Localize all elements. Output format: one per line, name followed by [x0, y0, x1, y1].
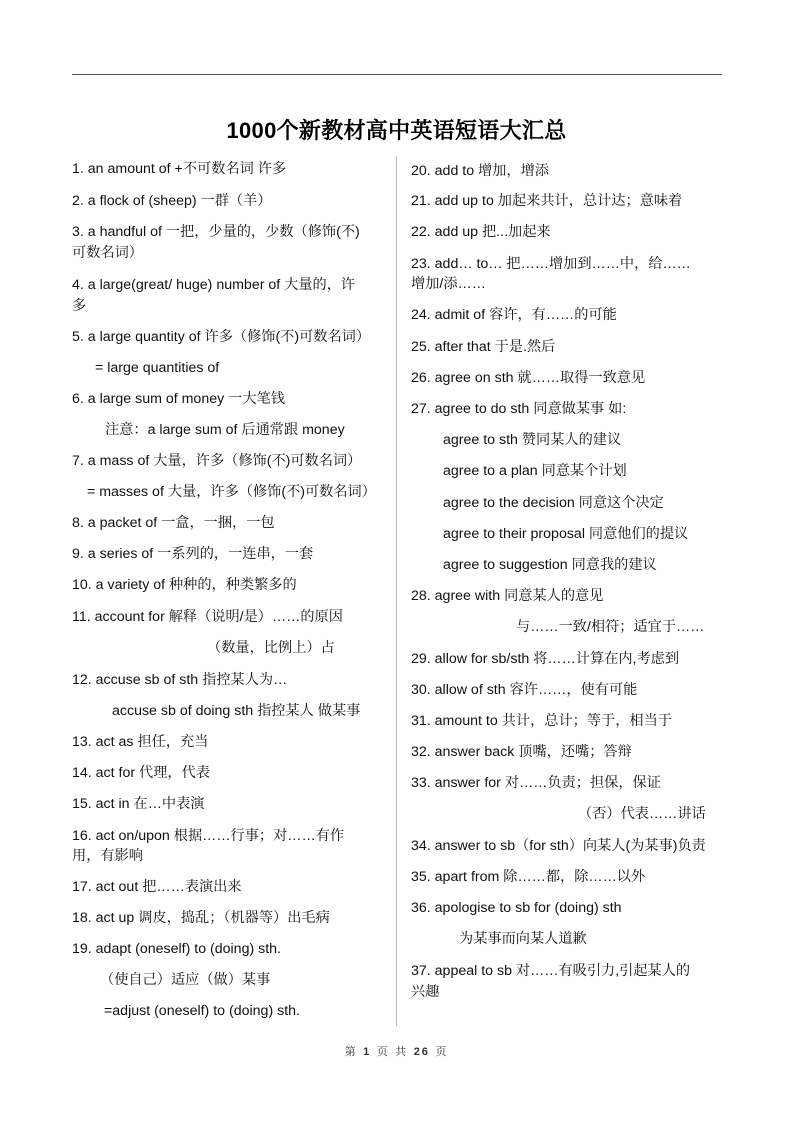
- phrase-line: 31. amount to 共计，总计；等于，相当于: [411, 713, 672, 729]
- header-rule: [72, 74, 722, 75]
- phrase-line: 7. a mass of 大量，许多（修饰(不)可数名词）: [72, 453, 362, 469]
- phrase-line: = masses of 大量，许多（修饰(不)可数名词）: [87, 484, 376, 500]
- phrase-line: 33. answer for 对……负责；担保，保证: [411, 775, 661, 791]
- phrase-line: 6. a large sum of money 一大笔钱: [72, 391, 285, 407]
- phrase-line: 15. act in 在…中表演: [72, 796, 205, 812]
- phrase-line: 20. add to 增加，增添: [411, 163, 549, 179]
- phrase-line: 5. a large quantity of 许多（修饰(不)可数名词）: [72, 329, 371, 345]
- phrase-line: 2. a flock of (sheep) 一群（羊）: [72, 193, 272, 209]
- phrase-line: 30. allow of sth 容许……，使有可能: [411, 682, 638, 698]
- phrase-line: = large quantities of: [95, 360, 220, 376]
- phrase-line: 可数名词）: [72, 245, 143, 261]
- phrase-line: 35. apart from 除……都，除……以外: [411, 869, 646, 885]
- phrase-line: 34. answer to sb（for sth）向某人(为某事)负责: [411, 838, 706, 854]
- phrase-line: =adjust (oneself) to (doing) sth.: [104, 1003, 300, 1019]
- phrase-line: 增加/添……: [411, 276, 486, 292]
- phrase-line: 26. agree on sth 就……取得一致意见: [411, 370, 646, 386]
- phrase-line: 兴趣: [411, 984, 440, 1000]
- phrase-line: 3. a handful of 一把，少量的，少数（修饰(不): [72, 224, 360, 240]
- phrase-line: 19. adapt (oneself) to (doing) sth.: [72, 941, 281, 957]
- phrase-line: 36. apologise to sb for (doing) sth: [411, 900, 622, 916]
- phrase-line: 1. an amount of +不可数名词 许多: [72, 161, 287, 177]
- phrase-line: 多: [72, 298, 87, 314]
- phrase-line: 16. act on/upon 根据……行事；对……有作: [72, 828, 345, 844]
- phrase-line: 25. after that 于是.然后: [411, 339, 556, 355]
- footer-suffix: 页: [435, 1045, 449, 1058]
- phrase-line: 23. add… to… 把……增加到……中，给……: [411, 256, 691, 272]
- phrase-line: 为某事而向某人道歉: [459, 931, 587, 947]
- current-page-number: 1: [363, 1046, 372, 1058]
- phrase-line: 与……一致/相符；适宜于……: [516, 619, 705, 635]
- phrase-line: 8. a packet of 一盒，一捆，一包: [72, 515, 275, 531]
- phrase-line: （使自己）适应（做）某事: [100, 972, 271, 988]
- phrase-line: accuse sb of doing sth 指控某人 做某事: [112, 703, 361, 719]
- phrase-line: 10. a variety of 种种的，种类繁多的: [72, 577, 297, 593]
- phrase-line: 17. act out 把……表演出来: [72, 879, 242, 895]
- phrase-line: agree to a plan 同意某个计划: [443, 463, 627, 479]
- total-pages: 26: [413, 1046, 430, 1058]
- phrase-line: 22. add up 把...加起来: [411, 224, 551, 240]
- phrase-line: 注意：a large sum of 后通常跟 money: [105, 422, 345, 438]
- phrase-line: 37. appeal to sb 对……有吸引力,引起某人的: [411, 963, 691, 979]
- column-divider: [396, 156, 397, 1026]
- phrase-line: 11. account for 解释（说明/是）……的原因: [72, 609, 343, 625]
- phrase-line: agree to suggestion 同意我的建议: [443, 557, 657, 573]
- phrase-line: 18. act up 调皮，捣乱；（机器等）出毛病: [72, 910, 330, 926]
- phrase-line: 14. act for 代理，代表: [72, 765, 210, 781]
- footer-prefix: 第: [344, 1045, 358, 1058]
- phrase-line: 4. a large(great/ huge) number of 大量的，许: [72, 277, 356, 293]
- phrase-line: 用，有影响: [72, 848, 143, 864]
- phrase-line: 29. allow for sb/sth 将……计算在内,考虑到: [411, 651, 680, 667]
- phrase-line: 32. answer back 顶嘴，还嘴；答辩: [411, 744, 632, 760]
- phrase-line: agree to their proposal 同意他们的提议: [443, 526, 689, 542]
- phrase-line: 13. act as 担任，充当: [72, 734, 209, 750]
- phrase-line: 9. a series of 一系列的，一连串，一套: [72, 546, 314, 562]
- phrase-line: 21. add up to 加起来共计，总计达；意味着: [411, 193, 683, 209]
- phrase-line: 12. accuse sb of sth 指控某人为…: [72, 672, 288, 688]
- phrase-line: 27. agree to do sth 同意做某事 如:: [411, 401, 627, 417]
- phrase-line: 24. admit of 容许，有……的可能: [411, 307, 617, 323]
- page-footer: [0, 1043, 793, 1059]
- phrase-line: agree to the decision 同意这个决定: [443, 495, 664, 511]
- footer-mid: 页 共: [376, 1045, 409, 1058]
- phrase-line: （否）代表……讲话: [578, 806, 706, 822]
- phrase-line: （数量，比例上）占: [207, 640, 335, 656]
- phrase-line: agree to sth 赞同某人的建议: [443, 432, 622, 448]
- page-title: 1000个新教材高中英语短语大汇总: [226, 118, 567, 143]
- phrase-line: 28. agree with 同意某人的意见: [411, 588, 604, 604]
